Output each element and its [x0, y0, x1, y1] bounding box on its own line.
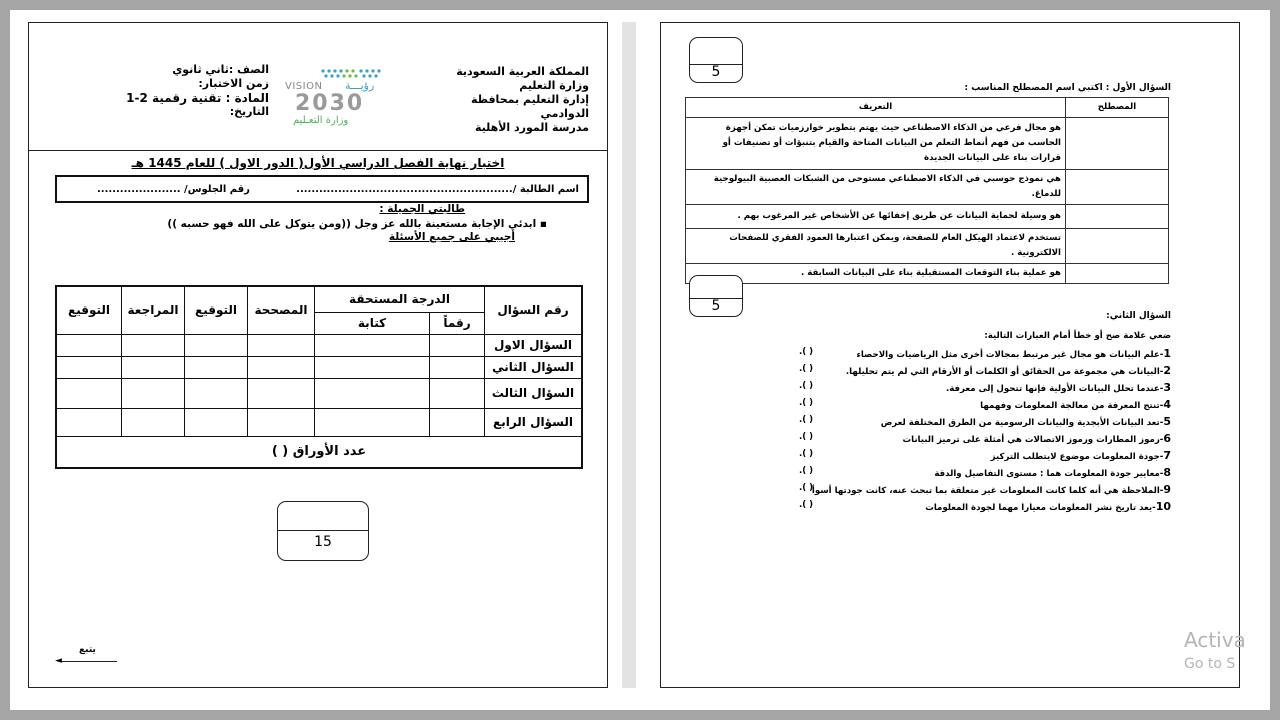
header-line: إدارة التعليم بمحافظة الدوادمي [470, 93, 589, 120]
grade-cell[interactable] [248, 378, 315, 408]
student-info-box [55, 175, 589, 203]
item-text: -عندما تحلل البيانات الأولية فإنها تتحول إلى معرفة. [945, 384, 1164, 394]
tf-item [781, 466, 1171, 479]
term-header: المصطلح [1066, 98, 1169, 118]
tf-item [781, 415, 1171, 428]
question-row-label: السؤال الثاني [485, 356, 583, 378]
q1-score-value: 5 [711, 64, 721, 80]
answer-parentheses[interactable]: .( ) [799, 500, 814, 510]
questions-page [660, 22, 1240, 688]
item-number: 5 [1163, 415, 1171, 428]
header-line: وزارة التعليم [519, 79, 589, 92]
item-number: 1 [1163, 347, 1171, 360]
greeting-text: طالبتي الجميلة : [379, 203, 465, 215]
answer-parentheses[interactable]: .( ) [799, 432, 814, 442]
item-number: 10 [1155, 500, 1171, 513]
item-number: 6 [1163, 432, 1171, 445]
header-line: المملكة العربية السعودية [456, 65, 589, 78]
grade-cell[interactable] [185, 378, 248, 408]
grade-cell[interactable] [430, 378, 485, 408]
item-number: 3 [1163, 381, 1171, 394]
subject-label: المادة : تقنية رقمية 2-1 [126, 91, 269, 105]
instruction-content: ابدئي الإجابة مستعينة بالله عز وجل ((ومن يتوكل على الله فهو حسبه )) [167, 218, 537, 230]
header-right-block [419, 65, 589, 135]
grade-cell[interactable] [248, 334, 315, 356]
exam-time-label: زمن الاختبار: [198, 77, 269, 90]
terms-table [685, 97, 1169, 284]
ruya-text: رؤيـــة [345, 79, 375, 92]
grade-cell[interactable] [56, 334, 122, 356]
answer-parentheses[interactable]: .( ) [799, 364, 814, 374]
grade-cell[interactable] [185, 334, 248, 356]
year-text: 2030 [295, 91, 365, 116]
item-text: -رموز المطارات ورموز الاتصالات هي أمثلة على ترميز البيانات [902, 435, 1164, 445]
answer-parentheses[interactable]: .( ) [799, 381, 814, 391]
grade-cell[interactable] [56, 356, 122, 378]
seat-number-field: رقم الجلوس/ ...................... [97, 184, 250, 195]
question-row-label: السؤال الاول [485, 334, 583, 356]
item-number: 7 [1163, 449, 1171, 462]
item-text: -تعد البيانات الأبجدية والبيانات الرسومية من الطرق المختلفة لعرض [880, 418, 1164, 428]
tf-item [781, 449, 1171, 462]
definition-header: التعريف [686, 98, 1066, 118]
grade-table [55, 285, 583, 469]
instruction-text: ▪ ابدئي الإجابة مستعينة بالله عز وجل ((ومن يتوكل على الله فهو حسبه )) [167, 218, 547, 230]
student-name-field: اسم الطالبة /......................................................... [296, 184, 579, 195]
item-text: -جودة المعلومات موضوع لايتطلب التركيز [990, 452, 1164, 462]
definition-cell: هو وسيلة لحماية البيانات عن طريق إخفائها عن الأشخاص غير المرغوب بهم . [686, 205, 1066, 229]
answer-parentheses[interactable]: .( ) [799, 398, 814, 408]
item-text: -تنتج المعرفة من معالجة المعلومات وفهمها [980, 401, 1164, 411]
item-text: -الملاحظة هي أنه كلما كانت المعلومات غير متعلقة بما تبحث عنه، كانت جودتها أسوأ [811, 486, 1164, 496]
question-row-label: السؤال الرابع [485, 408, 583, 436]
grade-cell[interactable] [56, 378, 122, 408]
grade-cell[interactable] [122, 334, 185, 356]
item-number: 9 [1163, 483, 1171, 496]
answer-parentheses[interactable]: .( ) [799, 483, 814, 493]
definition-cell: تستخدم لاعتماد الهيكل العام للصفحة، ويمكن اعتبارها العمود الفقري للصفحات الالكترونية . [686, 229, 1066, 264]
item-text: -علم البيانات هو مجال غير مرتبط بمجالات أخرى مثل الرياضيات والاحصاء [856, 350, 1164, 360]
grade-cell[interactable] [430, 356, 485, 378]
definition-cell: هو عملية بناء التوقعات المستقبلية بناء على البيانات السابقة . [686, 264, 1066, 284]
ministry-text: وزارة التعـليم [293, 115, 349, 126]
grade-cell[interactable] [185, 408, 248, 436]
signature-header: التوقيع [56, 286, 122, 334]
reviewer-header: المراجعة [122, 286, 185, 334]
grade-cell[interactable] [56, 408, 122, 436]
q1-score-box [689, 37, 743, 83]
corrector-header: المصححة [248, 286, 315, 334]
definition-cell: هو مجال فرعي من الذكاء الاصطناعي حيث يهتم بتطوير خوارزميات تمكن أجهزة الحاسب من فهم أنماط التعلم من البيانات المتاحة والقيام بتنبؤات أو تصنيفات أو قرارات بناء على البيانات الجديدة [686, 118, 1066, 170]
item-number: 8 [1163, 466, 1171, 479]
answer-parentheses[interactable]: .( ) [799, 466, 814, 476]
words-header: كتابة [315, 312, 430, 334]
answer-parentheses[interactable]: .( ) [799, 347, 814, 357]
item-number: 4 [1163, 398, 1171, 411]
date-label: التاريخ: [229, 105, 269, 118]
question-row-label: السؤال الثالث [485, 378, 583, 408]
grade-cell[interactable] [430, 334, 485, 356]
digits-header: رقماً [430, 312, 485, 334]
item-number: 2 [1163, 364, 1171, 377]
tf-item [781, 347, 1171, 360]
grade-cell[interactable] [122, 408, 185, 436]
q2-title: السؤال الثاني: [1106, 311, 1171, 321]
vision-2030-logo [279, 65, 419, 125]
grade-cell[interactable] [430, 408, 485, 436]
continue-arrow-line [59, 661, 117, 662]
arrow-left-icon: ◄ [55, 656, 62, 666]
tf-item [781, 483, 1171, 496]
answer-all-text: أجيبي على جميع الأسئلة [388, 231, 515, 243]
question-header: رقم السؤال [485, 286, 583, 334]
grade-cell[interactable] [248, 408, 315, 436]
grade-cell[interactable] [185, 356, 248, 378]
total-score-box [277, 501, 369, 561]
score-divider [278, 530, 368, 531]
item-text: -البيانات هي مجموعة من الحقائق أو الكلمات أو الأرقام التي لم يتم تحليلها. [845, 367, 1164, 377]
header-left-block [109, 63, 269, 119]
definition-cell: هي نموذج حوسبي في الذكاء الاصطناعي مستوحى من الشبكات العصبية البيولوجية للدماغ. [686, 170, 1066, 205]
grade-cell[interactable] [315, 356, 430, 378]
item-text: -يعد تاريخ نشر المعلومات معيارا مهما لجودة المعلومات [925, 503, 1156, 513]
tf-item [781, 381, 1171, 394]
item-text: -معايير جودة المعلومات هما : مستوى التفاصيل والدقة [934, 469, 1164, 479]
term-answer-cell[interactable] [1066, 205, 1169, 229]
term-answer-cell[interactable] [1066, 118, 1169, 170]
term-answer-cell[interactable] [1066, 264, 1169, 284]
cover-page [28, 22, 608, 688]
grade-cell[interactable] [248, 356, 315, 378]
grade-header: الدرجة المستحقة [315, 286, 485, 312]
continue-label: يتبع [79, 645, 96, 655]
q1-title: السؤال الأول : اكتبي اسم المصطلح المناسب : [964, 83, 1171, 93]
tf-item [781, 398, 1171, 411]
grade-cell[interactable] [315, 408, 430, 436]
class-label: الصف :ثاني ثانوي [172, 63, 269, 76]
vision-text: VISION [285, 81, 323, 92]
total-score-value: 15 [314, 534, 332, 550]
signature-header: التوقيع [185, 286, 248, 334]
answer-parentheses[interactable]: .( ) [799, 449, 814, 459]
tf-item [781, 364, 1171, 377]
q2-score-value: 5 [711, 298, 721, 314]
pages-count: عدد الأوراق ( ) [56, 436, 582, 468]
header-line: مدرسة المورد الأهلية [474, 121, 589, 134]
term-answer-cell[interactable] [1066, 170, 1169, 205]
grade-cell[interactable] [122, 356, 185, 378]
activation-watermark: Activa [1184, 628, 1246, 652]
tf-item [781, 432, 1171, 445]
page-gutter [622, 22, 636, 688]
answer-parentheses[interactable]: .( ) [799, 415, 814, 425]
grade-cell[interactable] [315, 378, 430, 408]
tf-item [781, 500, 1171, 513]
q2-score-box [689, 275, 743, 317]
q2-instruction: ضعي علامة صح أو خطأ أمام العبارات التالية: [984, 331, 1171, 341]
exam-title: اختبار نهاية الفصل الدراسي الأول( الدور الاول ) للعام 1445 هـ [131, 156, 505, 170]
activation-watermark-sub: Go to S [1184, 656, 1236, 672]
grade-cell[interactable] [315, 334, 430, 356]
grade-cell[interactable] [122, 378, 185, 408]
term-answer-cell[interactable] [1066, 229, 1169, 264]
header-divider [29, 150, 607, 151]
